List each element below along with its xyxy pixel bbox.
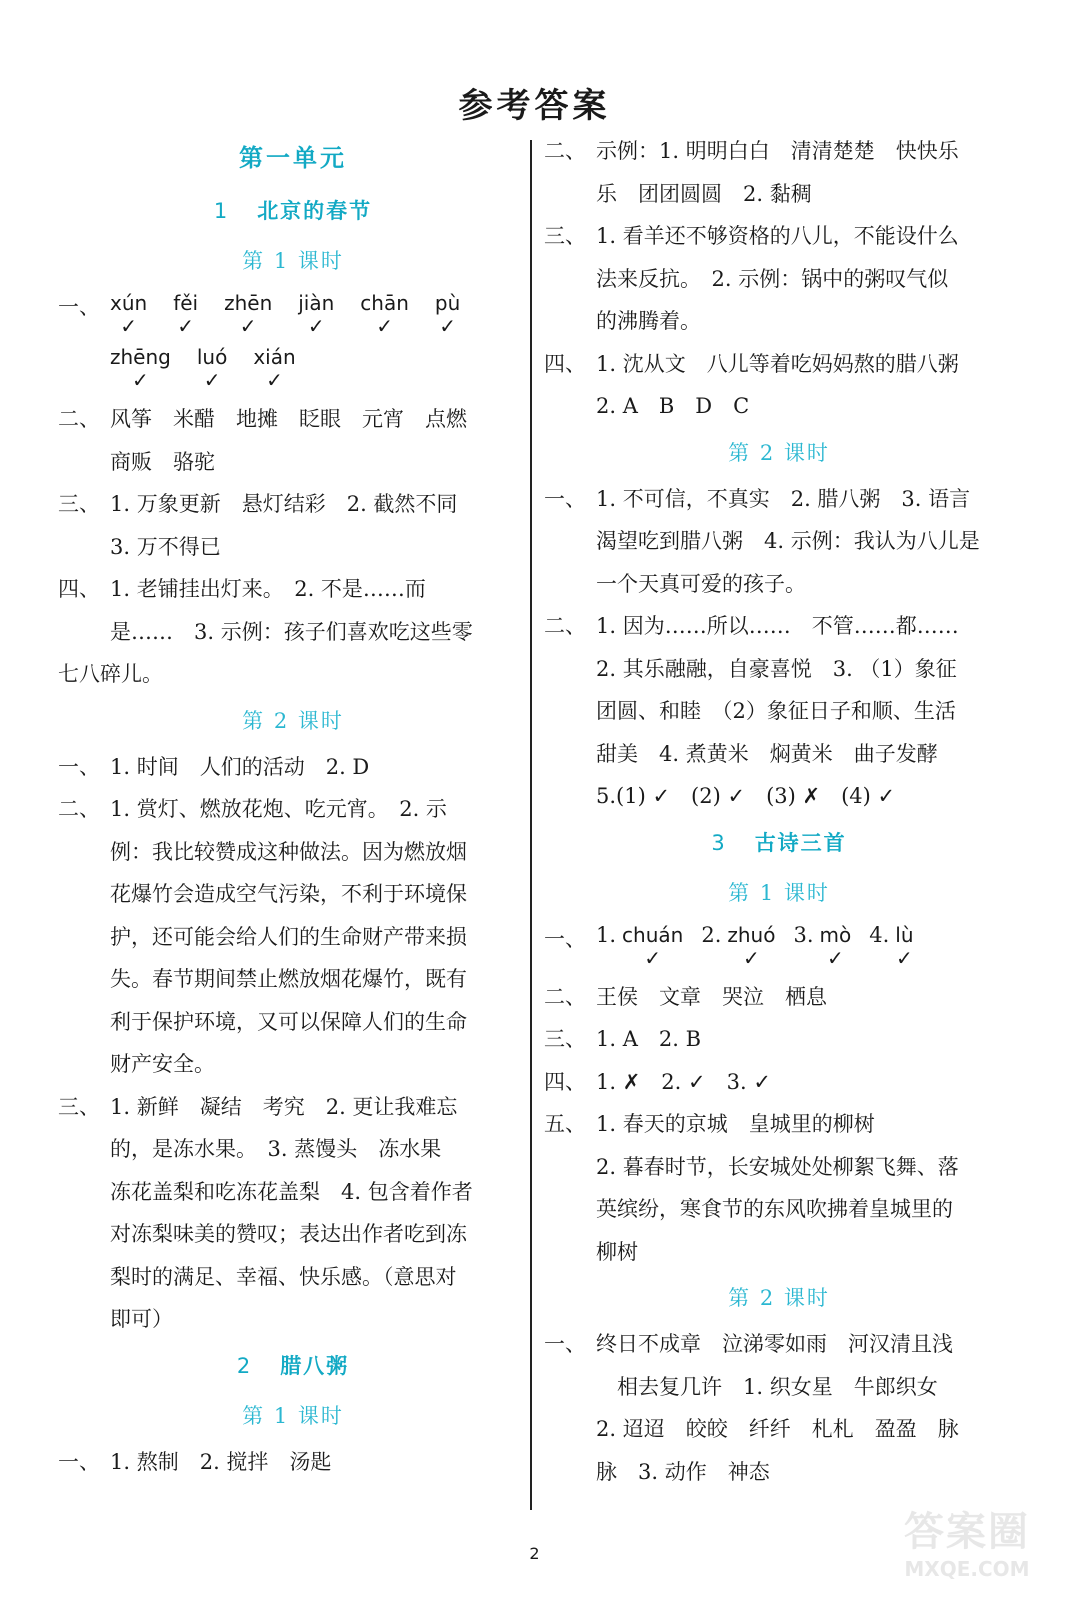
answer-line: 1. 看羊还不够资格的八儿，不能设什么 xyxy=(596,224,959,248)
question-label: 五、 xyxy=(544,1112,586,1136)
pinyin-item: chuán ✓ xyxy=(622,922,684,970)
question-label: 二、 xyxy=(544,614,586,638)
answer-line: 失。春节期间禁止燃放烟花爆竹，既有 xyxy=(110,967,467,991)
question-block xyxy=(58,788,528,1086)
pinyin-item: lù ✓ xyxy=(895,922,914,970)
answer-line: 财产安全。 xyxy=(110,1052,215,1076)
check-icon: ✓ xyxy=(132,368,149,392)
question-label: 一、 xyxy=(58,295,100,319)
pinyin-item: jiàn ✓ xyxy=(298,291,335,338)
pinyin-item: zhuó ✓ xyxy=(727,922,776,970)
question-block xyxy=(58,1441,528,1484)
answer-line: 渴望吃到腊八粥 4. 示例：我认为八儿是 xyxy=(596,529,980,553)
answer-line: 2. 其乐融融，自豪喜悦 3. （1）象征 xyxy=(596,656,957,681)
check-icon: ✓ xyxy=(826,945,844,970)
question-block xyxy=(58,286,528,398)
answer-line: 1. A 2. B xyxy=(596,1027,702,1051)
answer-line: 甜美 4. 煮黄米 焖黄米 曲子发酵 xyxy=(596,741,938,766)
answer-line: 相去复几许 1. 织女星 牛郎织女 xyxy=(596,1374,938,1399)
check-icon: ✓ xyxy=(644,945,662,970)
answer-line: 柳树 xyxy=(596,1239,638,1264)
question-block xyxy=(544,605,1014,818)
pinyin-item: mò ✓ xyxy=(819,922,852,970)
answer-line: 1. ✗ 2. ✓ 3. ✓ xyxy=(596,1069,771,1094)
answer-line: 王侯 文章 哭泣 栖息 xyxy=(596,984,827,1009)
check-icon: ✓ xyxy=(896,945,913,970)
question-block xyxy=(544,1323,1014,1493)
question-label: 四、 xyxy=(544,351,586,376)
lesson-number: 3 xyxy=(711,830,727,855)
lesson-number: 2 xyxy=(236,1353,253,1378)
pinyin-item: fěi ✓ xyxy=(173,291,199,338)
answer-line: 2. A B D C xyxy=(596,394,750,418)
question-label: 一、 xyxy=(58,754,100,779)
answer-line: 2. 迢迢 皎皎 纤纤 札札 盈盈 脉 xyxy=(596,1417,959,1441)
check-icon: ✓ xyxy=(120,314,137,338)
answer-line: 英缤纷，寒食节的东风吹拂着皇城里的 xyxy=(596,1197,953,1221)
page-number: 2 xyxy=(529,1544,540,1563)
item-number: 1. xyxy=(596,922,617,947)
pinyin-item: luó ✓ xyxy=(196,345,228,392)
pinyin-item: xún ✓ xyxy=(110,291,148,338)
check-icon: ✓ xyxy=(743,945,760,970)
question-block xyxy=(58,483,528,568)
answer-line: 花爆竹会造成空气污染，不利于环境保 xyxy=(110,882,467,906)
period-heading: 第 1 课时 xyxy=(242,249,344,273)
question-label: 三、 xyxy=(58,492,100,516)
answer-line: 风筝 米醋 地摊 眨眼 元宵 点燃 xyxy=(110,407,467,431)
answer-line: 1. 不可信，不真实 2. 腊八粥 3. 语言 xyxy=(596,486,971,511)
answer-line: 乐 团团圆圆 2. 黏稠 xyxy=(596,181,812,206)
check-icon: ✓ xyxy=(439,314,456,338)
answer-line: 1. 老铺挂出灯来。 2. 不是……而 xyxy=(110,577,426,601)
question-block xyxy=(58,398,528,483)
lesson-heading xyxy=(58,1341,528,1391)
answer-line: 示例：1. 明明白白 清清楚楚 快快乐 xyxy=(596,139,959,163)
lesson-name: 腊八粥 xyxy=(280,1353,350,1378)
answer-line: 利于保护环境，又可以保障人们的生命 xyxy=(110,1009,467,1034)
watermark-logo xyxy=(872,1500,1062,1596)
check-icon: ✓ xyxy=(203,368,221,392)
question-block xyxy=(544,215,1014,343)
watermark-text: 答案圈 xyxy=(904,1509,1030,1555)
unit-heading: 第一单元 xyxy=(239,144,347,172)
check-icon: ✓ xyxy=(177,314,195,338)
answer-line: 对冻梨味美的赞叹；表达出作者吃到冻 xyxy=(110,1222,467,1246)
question-label: 四、 xyxy=(544,1069,586,1094)
question-label: 一、 xyxy=(58,1449,100,1474)
lesson-heading xyxy=(58,186,528,236)
pinyin-item: chān ✓ xyxy=(360,291,409,338)
question-block xyxy=(544,1103,1014,1273)
item-number: 4. xyxy=(869,922,890,947)
question-label: 二、 xyxy=(58,407,100,431)
answer-line: 的，是冻水果。 3. 蒸馒头 冻水果 xyxy=(110,1137,442,1161)
period-heading: 第 2 课时 xyxy=(728,1286,830,1310)
pinyin-answers xyxy=(110,286,528,398)
question-label: 三、 xyxy=(544,224,586,248)
question-label: 三、 xyxy=(544,1027,586,1051)
question-label: 三、 xyxy=(58,1094,100,1119)
answer-line: 商贩 骆驼 xyxy=(110,449,215,474)
answer-line: 1. 沈从文 八儿等着吃妈妈熬的腊八粥 xyxy=(596,351,959,376)
item-number: 3. xyxy=(793,922,814,947)
question-block xyxy=(544,918,1014,976)
check-icon: ✓ xyxy=(266,368,283,392)
check-icon: ✓ xyxy=(376,314,393,338)
question-label: 四、 xyxy=(58,577,100,601)
page-title: 参考答案 xyxy=(458,86,611,126)
lesson-name: 古诗三首 xyxy=(754,830,847,855)
pinyin-item: pù ✓ xyxy=(434,291,461,338)
pinyin-row xyxy=(596,922,1014,972)
answer-line: 团圆、和睦 （2）象征日子和顺、生活 xyxy=(596,699,956,723)
pinyin-item: zhēn ✓ xyxy=(224,291,273,338)
pinyin-item: zhēng ✓ xyxy=(110,345,171,392)
watermark-url: MXQE.COM xyxy=(904,1557,1030,1581)
period-heading: 第 1 课时 xyxy=(242,1403,344,1428)
answer-line: 1. 熬制 2. 搅拌 汤匙 xyxy=(110,1449,332,1474)
item-number: 2. xyxy=(701,922,722,947)
question-label: 一、 xyxy=(544,926,586,951)
answer-line: 一个天真可爱的孩子。 xyxy=(596,571,806,596)
left-column xyxy=(58,130,528,1483)
period-heading: 第 2 课时 xyxy=(728,440,830,465)
check-icon: ✓ xyxy=(239,314,257,338)
answer-line: 是…… 3. 示例：孩子们喜欢吃这些零 xyxy=(110,619,473,644)
question-label: 一、 xyxy=(544,1332,586,1356)
answer-line: 1. 时间 人们的活动 2. D xyxy=(110,754,370,779)
question-block xyxy=(544,130,1014,215)
question-label: 一、 xyxy=(544,486,586,511)
answer-line: 1. 新鲜 凝结 考究 2. 更让我难忘 xyxy=(110,1094,458,1119)
answer-line: 的沸腾着。 xyxy=(596,309,701,333)
answer-line: 3. 万不得已 xyxy=(110,534,221,559)
answer-line: 脉 3. 动作 神态 xyxy=(596,1459,770,1484)
question-block xyxy=(544,976,1014,1019)
right-column xyxy=(544,130,1014,1493)
answer-line: 5.(1) ✓ (2) ✓ (3) ✗ (4) ✓ xyxy=(596,784,896,808)
question-block xyxy=(544,1061,1014,1104)
answer-line: 即可） xyxy=(110,1307,173,1331)
answer-line: 2. 暮春时节，长安城处处柳絮飞舞、落 xyxy=(596,1154,959,1179)
pinyin-row xyxy=(110,344,528,394)
period-heading: 第 2 课时 xyxy=(242,708,344,733)
check-icon: ✓ xyxy=(307,314,325,338)
question-block xyxy=(58,746,528,789)
answer-line: 例：我比较赞成这种做法。因为燃放烟 xyxy=(110,839,467,864)
question-block xyxy=(544,1018,1014,1061)
question-label: 二、 xyxy=(58,797,100,821)
answer-line: 法来反抗。 2. 示例：锅中的粥叹气似 xyxy=(596,266,949,291)
answer-line: 护，还可能会给人们的生命财产带来损 xyxy=(110,924,467,949)
answer-line: 冻花盖梨和吃冻花盖梨 4. 包含着作者 xyxy=(110,1179,473,1204)
column-divider xyxy=(530,140,532,1510)
answer-line: 1. 万象更新 悬灯结彩 2. 截然不同 xyxy=(110,492,458,516)
question-block xyxy=(544,343,1014,428)
question-label: 二、 xyxy=(544,139,586,163)
question-label: 二、 xyxy=(544,984,586,1009)
lesson-number: 1 xyxy=(213,199,230,223)
pinyin-row xyxy=(110,290,528,340)
answer-line: 终日不成章 泣涕零如雨 河汉清且浅 xyxy=(596,1332,953,1356)
answer-line: 七八碎儿。 xyxy=(58,662,163,686)
answer-line: 梨时的满足、幸福、快乐感。（意思对 xyxy=(110,1264,457,1289)
question-block xyxy=(58,1086,528,1341)
question-block xyxy=(544,478,1014,606)
answer-line: 1. 春天的京城 皇城里的柳树 xyxy=(596,1112,875,1136)
answer-line: 1. 赏灯、燃放花炮、吃元宵。 2. 示 xyxy=(110,797,447,821)
lesson-heading xyxy=(544,818,1014,868)
pinyin-item: xián ✓ xyxy=(253,345,296,392)
question-block xyxy=(58,568,528,696)
lesson-name: 北京的春节 xyxy=(257,199,373,223)
period-heading: 第 1 课时 xyxy=(728,880,830,905)
answer-line: 1. 因为……所以…… 不管……都…… xyxy=(596,614,959,638)
